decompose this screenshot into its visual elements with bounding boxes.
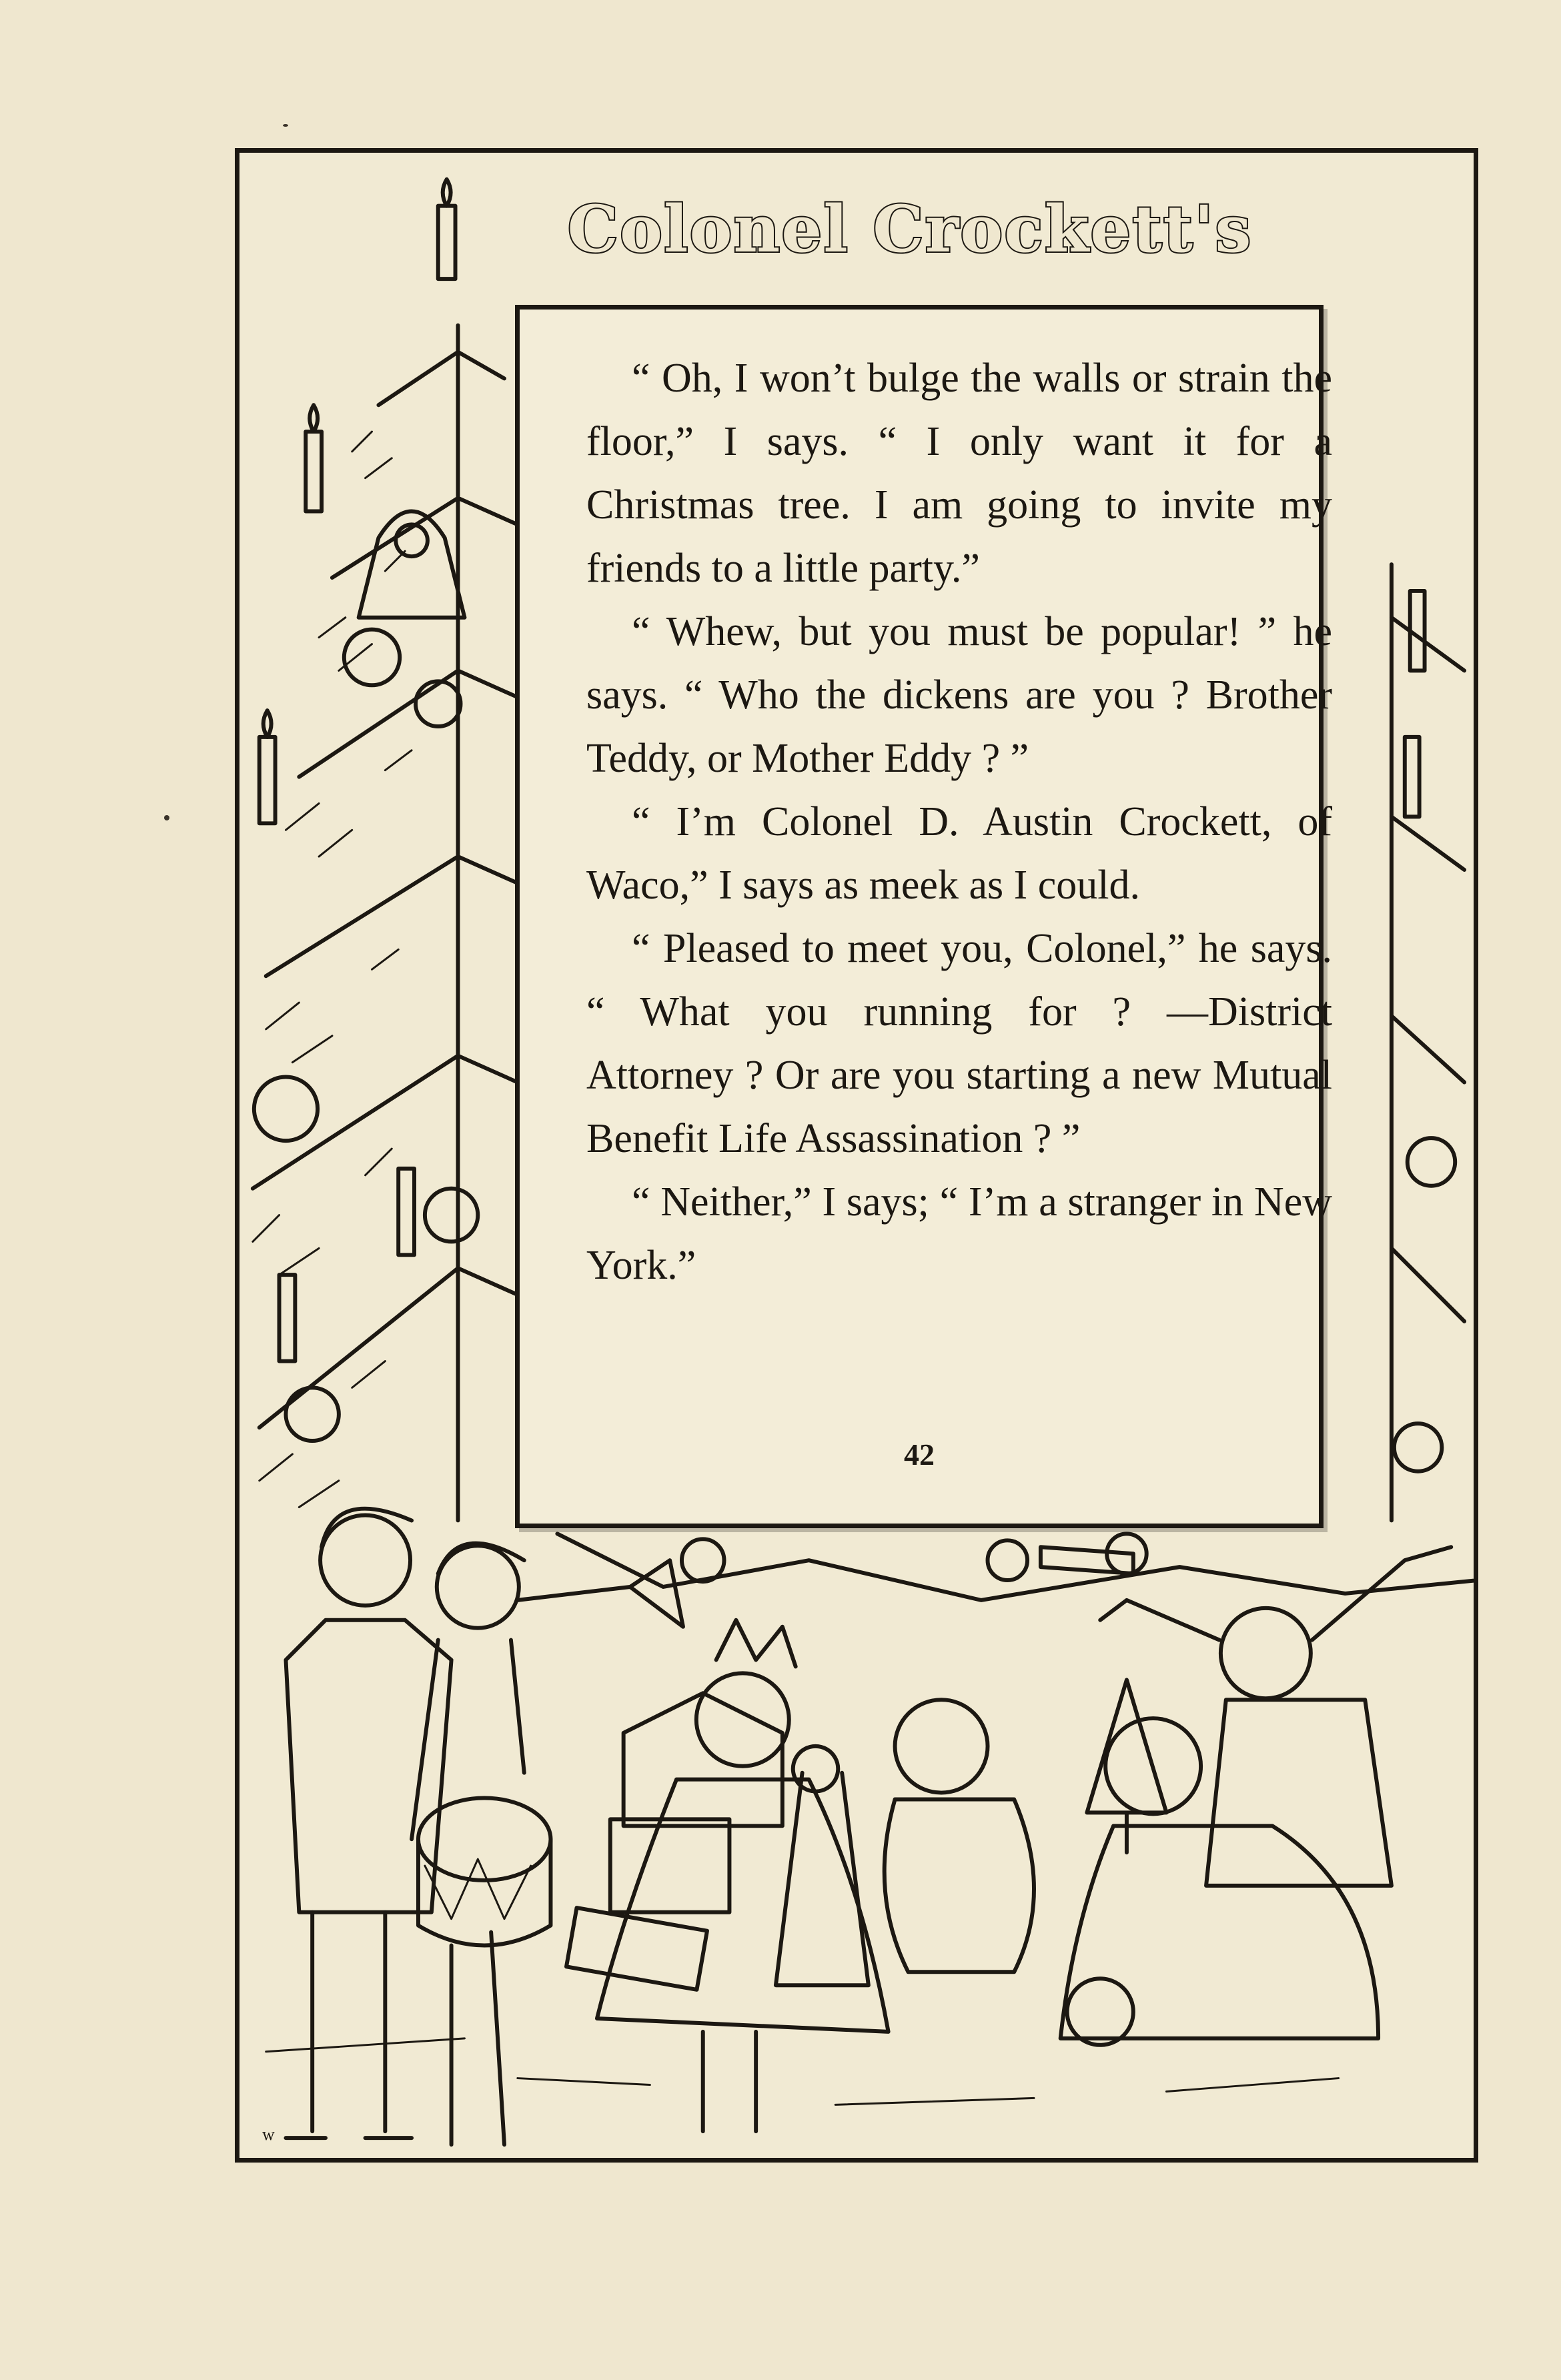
ornament	[682, 1539, 724, 1582]
boy-body	[412, 1640, 524, 1840]
candle	[1405, 737, 1420, 816]
ornament	[425, 1189, 478, 1242]
floor	[266, 2038, 1339, 2105]
paragraph: “ Whew, but you must be popular! ” he says. “ Who the dickens are you ? Brother Teddy, or Mother Eddy ? ”	[586, 609, 1332, 781]
ornament	[254, 1077, 318, 1141]
paragraph: “ Pleased to meet you, Colonel,” he says. “ What you running for ? —District Attorney ? Or are you starting a new Mutual Benefit Life Assassination ? ”	[586, 926, 1332, 1161]
artist-mark: w	[262, 2125, 275, 2144]
ornament	[1408, 1138, 1455, 1186]
text-body	[586, 347, 1332, 1297]
toddler-body	[885, 1800, 1034, 1972]
tree-bough	[266, 856, 518, 976]
doll	[776, 1746, 869, 1985]
ink-speck	[164, 815, 169, 820]
tree-bough	[378, 352, 504, 406]
ink-speck	[283, 124, 288, 127]
paragraph: “ I’m Colonel D. Austin Crockett, of Waco,” I says as meek as I could.	[586, 799, 1332, 908]
boy-body	[1206, 1700, 1392, 1886]
boy-head	[320, 1515, 410, 1605]
candle	[306, 432, 322, 511]
tree-bough	[299, 670, 518, 776]
trumpet	[518, 1560, 683, 1627]
bugle	[1041, 1547, 1133, 1574]
girl-bow	[716, 1620, 796, 1667]
candle	[259, 737, 276, 823]
toy-blocks	[610, 1819, 730, 1912]
page-frame	[235, 148, 1478, 2163]
boy-legs	[312, 1912, 385, 2131]
candle	[280, 1275, 296, 1361]
toddler-head	[895, 1700, 988, 1792]
girl-head	[696, 1673, 789, 1766]
tree-bough	[259, 1268, 518, 1427]
tree-bough	[1392, 618, 1464, 1321]
running-head: Colonel Crockett's	[567, 191, 1253, 267]
paragraph: “ Neither,” I says; “ I’m a stranger in New York.”	[586, 1179, 1332, 1288]
toy-house	[624, 1693, 783, 1826]
ornament	[416, 681, 460, 726]
paragraph: “ Oh, I won’t bulge the walls or strain the floor,” I says. “ I only want it for a Christmas tree. I am going to invite my friends to a little party.”	[586, 356, 1332, 591]
ornament	[344, 630, 400, 686]
ornament	[1394, 1423, 1442, 1471]
ornament	[286, 1387, 338, 1441]
candle-flame	[264, 710, 272, 737]
girl-dress	[1061, 1826, 1378, 2038]
page-number: 42	[904, 1437, 935, 1471]
text-panel	[515, 305, 1332, 1528]
book	[566, 1908, 707, 1990]
girl-legs	[703, 2032, 756, 2131]
ball	[1067, 1978, 1133, 2045]
ornament	[988, 1540, 1028, 1580]
boy-head	[1221, 1608, 1311, 1698]
boy-head	[437, 1546, 519, 1628]
boy-arms	[1100, 1547, 1451, 1640]
tree-bough	[332, 498, 518, 578]
candle	[398, 1169, 414, 1255]
candle-flame	[310, 405, 318, 432]
